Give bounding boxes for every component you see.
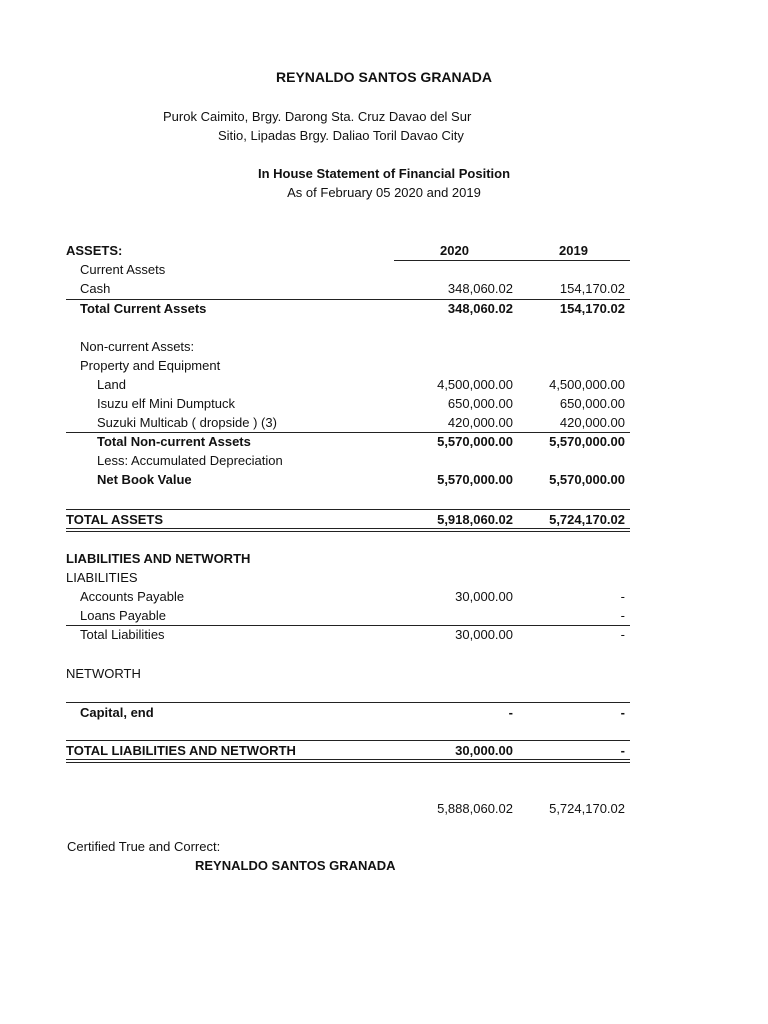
value-2020: 30,000.00 xyxy=(455,743,513,758)
table-row xyxy=(66,472,630,491)
table-row xyxy=(66,262,630,281)
value-2020: 420,000.00 xyxy=(447,415,513,430)
value-2019: 4,500,000.00 xyxy=(549,377,625,392)
value-2020: 30,000.00 xyxy=(455,589,513,604)
address-line-1: Purok Caimito, Brgy. Darong Sta. Cruz Davao del Sur xyxy=(163,109,472,124)
double-underline xyxy=(66,528,630,532)
row-label: Less: Accumulated Depreciation xyxy=(97,453,283,468)
certified-label: Certified True and Correct: xyxy=(67,839,221,854)
value-2019: 154,170.02 xyxy=(559,301,625,316)
row-label: Loans Payable xyxy=(80,608,167,623)
value-2019: 5,570,000.00 xyxy=(549,434,625,449)
row-label: Net Book Value xyxy=(97,472,192,487)
value-2019: - xyxy=(620,627,625,642)
table-row xyxy=(66,377,630,396)
column-2020: 2020 xyxy=(440,243,469,258)
row-label: Current Assets xyxy=(80,262,166,277)
value-2020: 348,060.02 xyxy=(447,301,513,316)
row-label: Isuzu elf Mini Dumptuck xyxy=(97,396,235,411)
value-2020: 5,570,000.00 xyxy=(437,472,513,487)
statement-date: As of February 05 2020 and 2019 xyxy=(287,185,481,200)
divider xyxy=(66,625,630,626)
value-2019: 5,724,170.02 xyxy=(549,512,625,527)
assets-heading: ASSETS: xyxy=(66,243,123,258)
value-2019: - xyxy=(620,743,625,758)
value-2019: - xyxy=(620,589,625,604)
address-line-2: Sitio, Lipadas Brgy. Daliao Toril Davao City xyxy=(218,128,464,143)
row-label: Land xyxy=(97,377,126,392)
row-label: Cash xyxy=(80,281,111,296)
check-total-2020: 5,888,060.02 xyxy=(437,801,513,816)
divider xyxy=(66,299,630,300)
row-label: Non-current Assets: xyxy=(80,339,195,354)
divider xyxy=(66,702,630,703)
value-2020: 650,000.00 xyxy=(447,396,513,411)
row-label: TOTAL ASSETS xyxy=(66,512,164,527)
table-row xyxy=(66,434,630,453)
table-row xyxy=(66,589,630,608)
row-label: NETWORTH xyxy=(66,666,141,681)
table-row xyxy=(66,666,630,685)
row-label: Property and Equipment xyxy=(80,358,221,373)
value-2020: 5,918,060.02 xyxy=(437,512,513,527)
row-label: Suzuki Multicab ( dropside ) (3) xyxy=(97,415,277,430)
check-totals-row xyxy=(66,801,630,820)
table-row xyxy=(66,627,630,646)
divider xyxy=(66,432,630,433)
table-row xyxy=(66,705,630,724)
row-label: Total Current Assets xyxy=(80,301,207,316)
table-row xyxy=(66,396,630,415)
section-heading xyxy=(66,551,630,570)
row-label: Accounts Payable xyxy=(80,589,185,604)
value-2019: - xyxy=(620,705,625,720)
table-row xyxy=(66,570,630,589)
value-2020: 348,060.02 xyxy=(447,281,513,296)
value-2019: 154,170.02 xyxy=(559,281,625,296)
row-label: Total Liabilities xyxy=(80,627,165,642)
divider xyxy=(66,740,630,741)
signatory-name: REYNALDO SANTOS GRANADA xyxy=(195,858,396,873)
value-2019: - xyxy=(620,608,625,623)
header-underline xyxy=(394,260,630,261)
row-label: TOTAL LIABILITIES AND NETWORTH xyxy=(66,743,296,758)
row-label: Capital, end xyxy=(80,705,154,720)
value-2019: 5,570,000.00 xyxy=(549,472,625,487)
column-2019: 2019 xyxy=(559,243,588,258)
value-2020: - xyxy=(508,705,513,720)
value-2020: 30,000.00 xyxy=(455,627,513,642)
check-total-2019: 5,724,170.02 xyxy=(549,801,625,816)
table-row xyxy=(66,301,630,320)
divider xyxy=(66,509,630,510)
row-label: Total Non-current Assets xyxy=(97,434,251,449)
table-row xyxy=(66,281,630,300)
company-name: REYNALDO SANTOS GRANADA xyxy=(276,69,492,85)
row-label: LIABILITIES xyxy=(66,570,138,585)
value-2020: 4,500,000.00 xyxy=(437,377,513,392)
table-row xyxy=(66,339,630,358)
statement-title: In House Statement of Financial Position xyxy=(257,166,511,181)
table-row xyxy=(66,358,630,377)
double-underline xyxy=(66,759,630,763)
value-2020: 5,570,000.00 xyxy=(437,434,513,449)
table-row xyxy=(66,453,630,472)
row-label: LIABILITIES AND NETWORTH xyxy=(66,551,251,566)
value-2019: 420,000.00 xyxy=(559,415,625,430)
value-2019: 650,000.00 xyxy=(559,396,625,411)
